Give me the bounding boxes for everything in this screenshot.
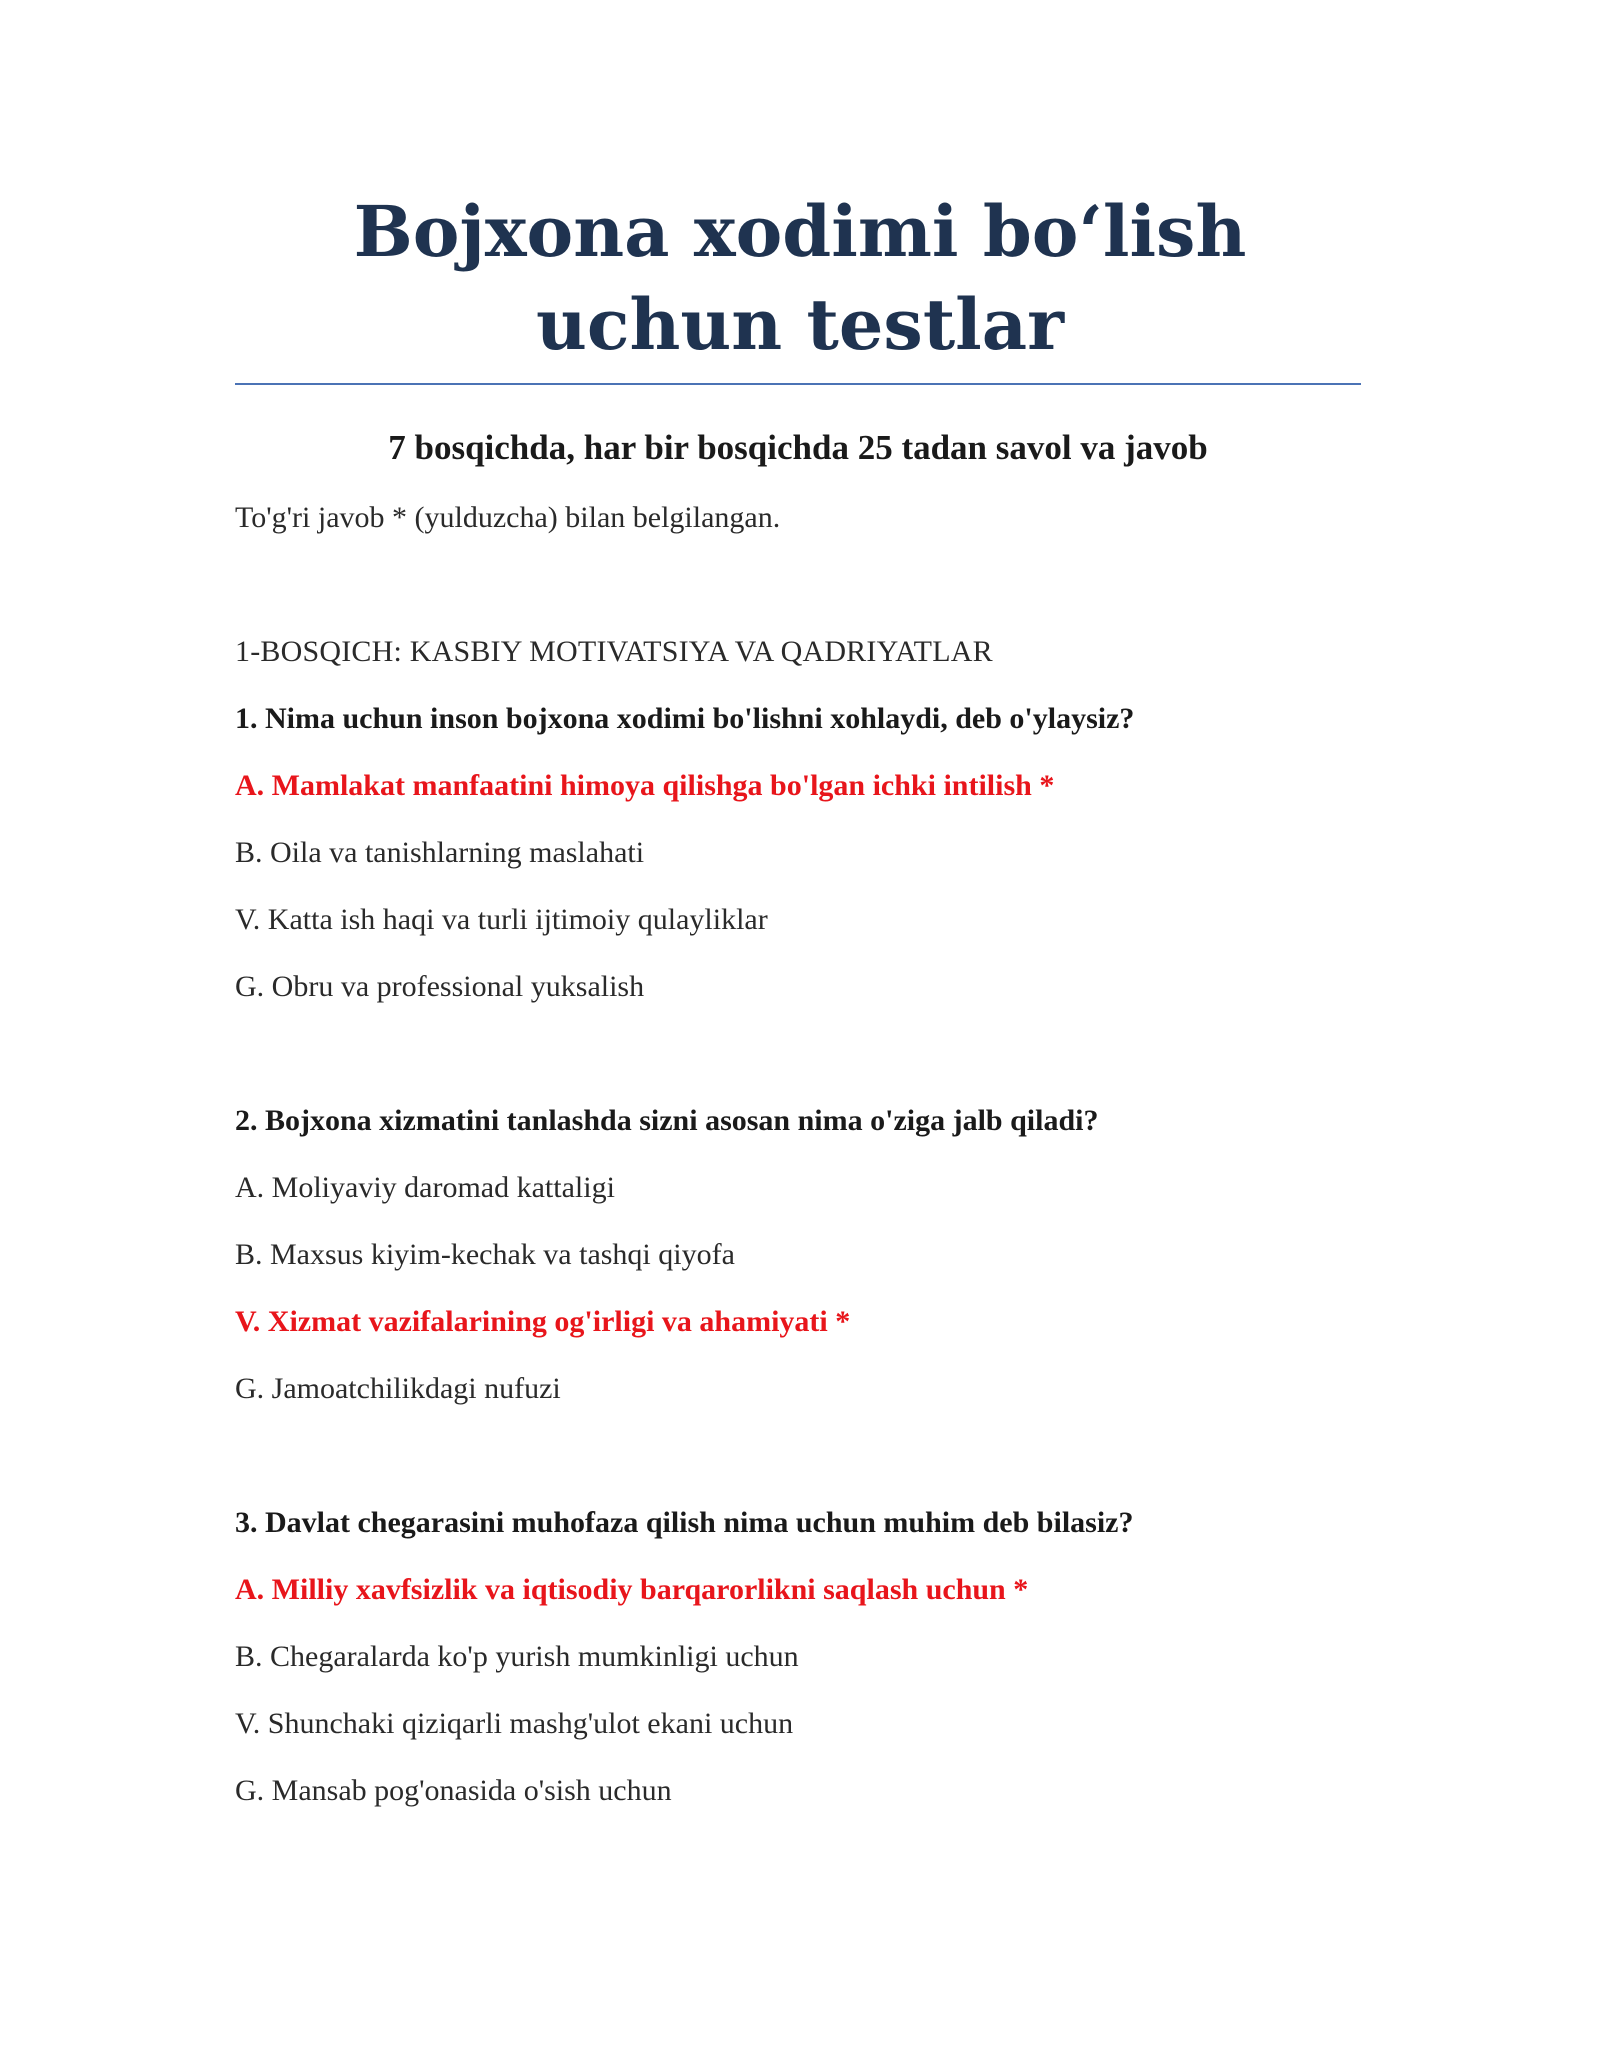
section-heading: 1-BOSQICH: KASBIY MOTIVATSIYA VA QADRIYATLAR [235,635,993,668]
question-1-option-a-correct: A. Mamlakat manfaatini himoya qilishga bo'lgan ichki intilish * [235,769,1055,802]
question-1-option-g: G. Obru va professional yuksalish [235,970,645,1003]
question-2-option-v-correct: V. Xizmat vazifalarining og'irligi va ahamiyati * [235,1305,851,1338]
question-2-option-g: G. Jamoatchilikdagi nufuzi [235,1372,561,1405]
question-3-option-b: B. Chegaralarda ko'p yurish mumkinligi uchun [235,1640,799,1673]
question-2-option-a: A. Moliyaviy daromad kattaligi [235,1171,615,1204]
question-2: 2. Bojxona xizmatini tanlashda sizni asosan nima o'ziga jalb qiladi? [235,1104,1099,1137]
question-1: 1. Nima uchun inson bojxona xodimi bo'lishni xohlaydi, deb o'ylaysiz? [235,702,1135,735]
title-underline [235,383,1361,385]
question-3-option-v: V. Shunchaki qiziqarli mashg'ulot ekani uchun [235,1707,794,1740]
question-1-option-b: B. Oila va tanishlarning maslahati [235,836,645,869]
question-3-option-g: G. Mansab pog'onasida o'sish uchun [235,1774,672,1807]
question-2-option-b: B. Maxsus kiyim-kechak va tashqi qiyofa [235,1238,735,1271]
question-1-option-v: V. Katta ish haqi va turli ijtimoiy qulayliklar [235,903,768,936]
answer-key-note: To'g'ri javob * (yulduzcha) bilan belgilangan. [235,501,781,534]
question-3: 3. Davlat chegarasini muhofaza qilish nima uchun muhim deb bilasiz? [235,1506,1134,1539]
document-subtitle: 7 bosqichda, har bir bosqichda 25 tadan savol va javob [388,428,1208,467]
question-3-option-a-correct: A. Milliy xavfsizlik va iqtisodiy barqarorlikni saqlash uchun * [235,1573,1029,1606]
document-title: Bojxona xodimi bo‘lish uchun testlar [353,190,1247,366]
